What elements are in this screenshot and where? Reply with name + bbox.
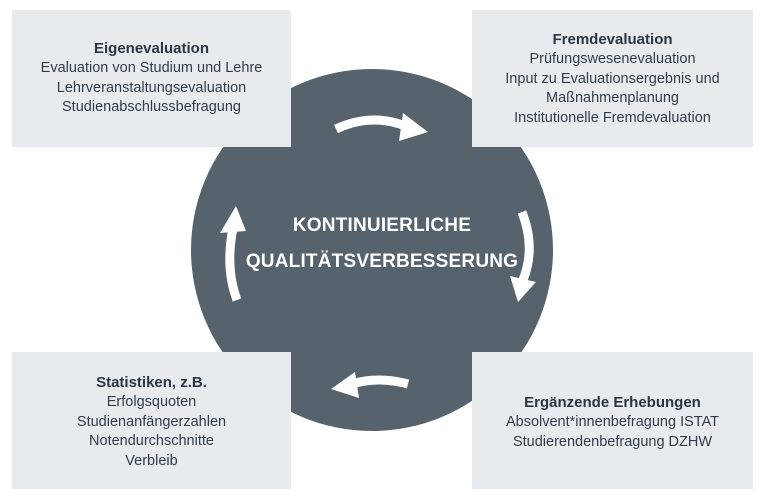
- box-ergaenzende-erhebungen: [472, 352, 753, 489]
- box-eigenevaluation: [12, 10, 291, 147]
- box-line: Erfolgsquoten: [106, 394, 197, 410]
- center-title-line-2: QUALITÄTSVERBESSERUNG: [245, 251, 519, 272]
- center-title: [232, 208, 532, 280]
- box-line: Prüfungswesenevaluation: [529, 51, 696, 67]
- box-heading: Statistiken, z.B.: [96, 374, 207, 391]
- box-line: Absolvent*innenbefragung ISTAT: [505, 414, 720, 430]
- box-line: Studienanfängerzahlen: [76, 413, 227, 430]
- box-line: Lehrveranstaltungsevaluation: [56, 79, 247, 96]
- box-heading: Ergänzende Erhebungen: [524, 394, 701, 411]
- box-line: Input zu Evaluationsergebnis und: [505, 70, 720, 87]
- box-line: Studienabschlussbefragung: [62, 99, 241, 115]
- box-line: Institutionelle Fremdevaluation: [514, 109, 711, 126]
- box-line: Verbleib: [125, 452, 178, 469]
- box-line: Maßnahmenplanung: [545, 90, 679, 106]
- box-fremdevaluation: [472, 10, 753, 147]
- box-line: Evaluation von Studium und Lehre: [40, 60, 263, 76]
- box-line: Notendurchschnitte: [89, 433, 214, 449]
- box-line: Studierendenbefragung DZHW: [512, 433, 713, 450]
- box-statistiken: [12, 352, 291, 489]
- box-heading: Fremdevaluation: [552, 31, 673, 48]
- center-title-line-1: KONTINUIERLICHE: [292, 215, 472, 236]
- box-heading: Eigenevaluation: [93, 40, 210, 57]
